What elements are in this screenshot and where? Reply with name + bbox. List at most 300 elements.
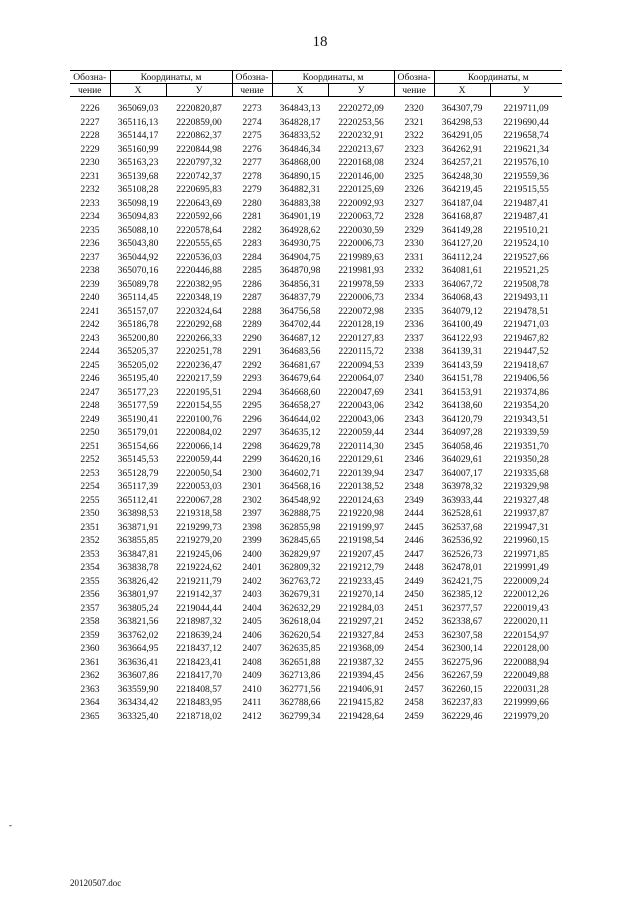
x-value: 362829,97 [279, 548, 321, 560]
point-id: 2453 [404, 629, 424, 641]
y-value: 2219297,21 [338, 616, 384, 627]
y-value: 2219270,14 [338, 589, 384, 600]
y-value: 2220578,64 [176, 224, 222, 236]
designation-header: Обозна- [394, 71, 434, 84]
margin-mark: - [9, 820, 12, 830]
point-id: 2348 [404, 481, 424, 492]
y-value: 2220695,83 [176, 184, 222, 195]
point-id: 2406 [242, 629, 262, 641]
y-value: 2219493,11 [503, 292, 549, 303]
x-value: 364883,38 [279, 197, 321, 209]
x-value: 362618,04 [279, 616, 321, 627]
table-row [70, 413, 562, 427]
y-value: 2219207,45 [338, 548, 384, 560]
point-id: 2363 [80, 683, 100, 695]
y-value: 2219368,09 [338, 643, 384, 654]
x-value: 364149,28 [441, 224, 483, 236]
x-value: 363826,42 [117, 575, 159, 587]
point-id: 2277 [242, 157, 262, 168]
point-id: 2339 [404, 359, 424, 371]
point-id: 2295 [242, 400, 262, 411]
x-value: 365163,23 [117, 157, 159, 168]
y-value: 2219515,55 [503, 184, 549, 195]
x-value: 365200,80 [117, 332, 159, 344]
x-value: 365179,01 [117, 427, 159, 438]
point-id: 2238 [80, 265, 100, 276]
x-value: 365098,19 [117, 197, 159, 209]
x-value: 364168,87 [441, 211, 483, 222]
coordinates-header: Координаты, м [110, 71, 232, 84]
point-id: 2332 [404, 265, 424, 276]
y-value: 2219220,98 [338, 508, 384, 519]
y-value: 2219394,45 [338, 670, 384, 681]
point-id: 2322 [404, 130, 424, 141]
x-value: 364153,91 [441, 386, 483, 398]
x-value: 364548,92 [279, 494, 321, 506]
y-value: 2220125,69 [338, 184, 384, 195]
x-value: 364833,52 [279, 130, 321, 141]
y-value: 2219350,28 [503, 454, 549, 465]
y-value: 2219524,10 [503, 238, 549, 249]
x-value: 364112,24 [441, 251, 483, 263]
y-value: 2219142,37 [176, 589, 222, 600]
y-value: 2219406,56 [503, 373, 549, 384]
point-id: 2345 [404, 440, 424, 452]
table-row [70, 615, 562, 629]
x-value: 364079,12 [441, 305, 483, 317]
x-value: 365070,16 [117, 265, 159, 276]
y-value: 2218639,24 [176, 629, 222, 641]
point-id: 2349 [404, 494, 424, 506]
x-value: 364307,79 [441, 103, 483, 114]
x-value: 364100,49 [441, 319, 483, 330]
point-id: 2294 [242, 386, 262, 398]
point-id: 2454 [404, 643, 424, 654]
point-id: 2343 [404, 413, 424, 425]
y-value: 2220844,98 [176, 143, 222, 155]
point-id: 2330 [404, 238, 424, 249]
x-value: 364702,44 [279, 319, 321, 330]
point-id: 2283 [242, 238, 262, 249]
point-id: 2359 [80, 629, 100, 641]
table-row [70, 129, 562, 143]
point-id: 2296 [242, 413, 262, 425]
point-id: 2410 [242, 683, 262, 695]
x-value: 365190,41 [117, 413, 159, 425]
y-value: 2218718,02 [176, 710, 222, 722]
x-value: 363847,81 [117, 548, 159, 560]
y-value: 2220128,19 [338, 319, 384, 330]
point-id: 2412 [242, 710, 262, 722]
y-value: 2219471,03 [503, 319, 549, 330]
point-id: 2231 [80, 170, 100, 182]
y-value: 2219198,54 [338, 535, 384, 546]
table-row [70, 440, 562, 454]
x-value: 363821,56 [117, 616, 159, 627]
x-value: 363325,40 [117, 710, 159, 722]
y-value: 2219374,86 [503, 386, 549, 398]
y-value: 2220030,59 [338, 224, 384, 236]
table-row [70, 97, 562, 116]
point-id: 2236 [80, 238, 100, 249]
point-id: 2351 [80, 521, 100, 533]
point-id: 2411 [242, 697, 262, 708]
table-body [70, 97, 562, 724]
point-id: 2447 [404, 548, 424, 560]
point-id: 2239 [80, 278, 100, 290]
point-id: 2280 [242, 197, 262, 209]
x-value: 364837,79 [279, 292, 321, 303]
x-value: 364143,59 [441, 359, 483, 371]
y-value: 2220020,11 [503, 616, 549, 627]
x-header: X [110, 84, 166, 97]
y-value: 2219233,45 [338, 575, 384, 587]
x-value: 364668,60 [279, 386, 321, 398]
y-value: 2220742,37 [176, 170, 222, 182]
y-header: У [490, 84, 562, 97]
point-id: 2276 [242, 143, 262, 155]
y-value: 2220127,83 [338, 332, 384, 344]
table-row [70, 291, 562, 305]
y-value: 2220006,73 [338, 238, 384, 249]
y-header: У [166, 84, 232, 97]
y-value: 2218483,95 [176, 697, 222, 708]
y-value: 2219447,52 [503, 346, 549, 357]
x-value: 364151,78 [441, 373, 483, 384]
x-value: 364843,13 [279, 103, 321, 114]
y-value: 2219978,59 [338, 278, 384, 290]
x-value: 364930,75 [279, 238, 321, 249]
y-value: 2218437,12 [176, 643, 222, 654]
y-value: 2219418,67 [503, 359, 549, 371]
y-header: У [328, 84, 394, 97]
y-value: 2219991,49 [503, 562, 549, 573]
table-row [70, 710, 562, 724]
y-value: 2219343,51 [503, 413, 549, 425]
x-value: 365160,99 [117, 143, 159, 155]
point-id: 2355 [80, 575, 100, 587]
x-value: 365145,53 [117, 454, 159, 465]
point-id: 2281 [242, 211, 262, 222]
y-value: 2220217,59 [176, 373, 222, 384]
point-id: 2235 [80, 224, 100, 236]
point-id: 2352 [80, 535, 100, 546]
point-id: 2347 [404, 467, 424, 479]
y-value: 2219711,09 [503, 103, 549, 114]
designation-header-cont: чение [232, 84, 272, 97]
x-value: 364568,16 [279, 481, 321, 492]
point-id: 2274 [242, 116, 262, 128]
x-value: 365186,78 [117, 319, 159, 330]
y-value: 2220348,19 [176, 292, 222, 303]
y-value: 2219527,66 [503, 251, 549, 263]
coordinates-table [70, 70, 562, 723]
point-id: 2459 [404, 710, 424, 722]
point-id: 2338 [404, 346, 424, 357]
y-value: 2220124,63 [338, 494, 384, 506]
point-id: 2278 [242, 170, 262, 182]
y-value: 2219467,82 [503, 332, 549, 344]
point-id: 2457 [404, 683, 424, 695]
point-id: 2290 [242, 332, 262, 344]
designation-header: Обозна- [70, 71, 110, 84]
x-value: 364257,21 [441, 157, 483, 168]
y-value: 2220555,65 [176, 238, 222, 249]
y-value: 2219211,79 [176, 575, 222, 587]
y-value: 2220382,95 [176, 278, 222, 290]
x-value: 365205,37 [117, 346, 159, 357]
point-id: 2357 [80, 602, 100, 614]
y-value: 2220094,53 [338, 359, 384, 371]
point-id: 2248 [80, 400, 100, 411]
x-value: 364007,17 [441, 467, 483, 479]
x-value: 364868,00 [279, 157, 321, 168]
table-row [70, 156, 562, 170]
point-id: 2273 [242, 103, 262, 114]
y-value: 2220168,08 [338, 157, 384, 168]
x-value: 363664,95 [117, 643, 159, 654]
point-id: 2408 [242, 656, 262, 668]
y-value: 2220253,56 [338, 116, 384, 128]
table-row [70, 629, 562, 643]
y-value: 2220043,06 [338, 413, 384, 425]
point-id: 2446 [404, 535, 424, 546]
y-value: 2220292,68 [176, 319, 222, 330]
x-value: 364122,93 [441, 332, 483, 344]
x-value: 365108,28 [117, 184, 159, 195]
point-id: 2398 [242, 521, 262, 533]
y-value: 2220088,94 [503, 656, 549, 668]
y-value: 2220266,33 [176, 332, 222, 344]
point-id: 2249 [80, 413, 100, 425]
x-value: 364067,72 [441, 278, 483, 290]
point-id: 2299 [242, 454, 262, 465]
x-value: 362635,85 [279, 643, 321, 654]
y-value: 2220213,67 [338, 143, 384, 155]
y-value: 2219508,78 [503, 278, 549, 290]
table-row [70, 507, 562, 521]
point-id: 2275 [242, 130, 262, 141]
y-value: 2220146,00 [338, 170, 384, 182]
point-id: 2335 [404, 305, 424, 317]
y-value: 2219279,20 [176, 535, 222, 546]
y-value: 2219576,10 [503, 157, 549, 168]
designation-header-cont: чение [394, 84, 434, 97]
point-id: 2360 [80, 643, 100, 654]
x-value: 364890,15 [279, 170, 321, 182]
x-value: 362267,59 [441, 670, 483, 681]
y-value: 2219960,15 [503, 535, 549, 546]
table-row [70, 359, 562, 373]
point-id: 2397 [242, 508, 262, 519]
table-row [70, 656, 562, 670]
point-id: 2227 [80, 116, 100, 128]
point-id: 2337 [404, 332, 424, 344]
y-value: 2220797,32 [176, 157, 222, 168]
point-id: 2232 [80, 184, 100, 195]
x-value: 364679,64 [279, 373, 321, 384]
point-id: 2251 [80, 440, 100, 452]
y-value: 2220049,88 [503, 670, 549, 681]
point-id: 2407 [242, 643, 262, 654]
table-row [70, 696, 562, 710]
table-row [70, 278, 562, 292]
y-value: 2220019,43 [503, 602, 549, 614]
point-id: 2400 [242, 548, 262, 560]
x-value: 362478,01 [441, 562, 483, 573]
y-value: 2220272,09 [338, 103, 384, 114]
x-value: 365089,78 [117, 278, 159, 290]
y-value: 2218408,57 [176, 683, 222, 695]
table-row [70, 183, 562, 197]
y-value: 2219339,59 [503, 427, 549, 438]
table-row [70, 305, 562, 319]
table-row [70, 210, 562, 224]
x-value: 364681,67 [279, 359, 321, 371]
point-id: 2297 [242, 427, 262, 438]
x-value: 363801,97 [117, 589, 159, 600]
x-value: 364219,45 [441, 184, 483, 195]
y-value: 2220236,47 [176, 359, 222, 371]
header-row-top [70, 71, 562, 84]
x-value: 364635,12 [279, 427, 321, 438]
point-id: 2361 [80, 656, 100, 668]
point-id: 2341 [404, 386, 424, 398]
y-value: 2220063,72 [338, 211, 384, 222]
table-row [70, 426, 562, 440]
x-value: 365094,83 [117, 211, 159, 222]
y-value: 2220059,44 [338, 427, 384, 438]
point-id: 2452 [404, 616, 424, 627]
point-id: 2401 [242, 562, 262, 573]
point-id: 2336 [404, 319, 424, 330]
x-value: 364870,98 [279, 265, 321, 276]
x-value: 363898,53 [117, 508, 159, 519]
x-value: 365116,13 [117, 116, 159, 128]
y-value: 2220195,51 [176, 386, 222, 398]
x-value: 364068,43 [441, 292, 483, 303]
x-value: 363434,42 [117, 697, 159, 708]
x-value: 365112,41 [117, 494, 159, 506]
x-value: 365069,03 [117, 103, 159, 114]
point-id: 2404 [242, 602, 262, 614]
y-value: 2220031,28 [503, 683, 549, 695]
x-value: 364756,58 [279, 305, 321, 317]
x-value: 362537,68 [441, 521, 483, 533]
x-value: 362300,14 [441, 643, 483, 654]
y-value: 2218423,41 [176, 656, 222, 668]
point-id: 2344 [404, 427, 424, 438]
y-value: 2219387,32 [338, 656, 384, 668]
y-value: 2220154,97 [503, 629, 549, 641]
point-id: 2358 [80, 616, 100, 627]
y-value: 2219487,41 [503, 211, 549, 222]
y-value: 2219329,98 [503, 481, 549, 492]
x-value: 365144,17 [117, 130, 159, 141]
point-id: 2252 [80, 454, 100, 465]
y-value: 2219690,44 [503, 116, 549, 128]
x-value: 365154,66 [117, 440, 159, 452]
y-value: 2220043,06 [338, 400, 384, 411]
point-id: 2327 [404, 197, 424, 209]
table-row [70, 588, 562, 602]
point-id: 2450 [404, 589, 424, 600]
x-value: 363805,24 [117, 602, 159, 614]
point-id: 2409 [242, 670, 262, 681]
y-value: 2219947,31 [503, 521, 549, 533]
x-value: 364029,61 [441, 454, 483, 465]
y-value: 2219245,06 [176, 548, 222, 560]
point-id: 2284 [242, 251, 262, 263]
point-id: 2444 [404, 508, 424, 519]
x-value: 362809,32 [279, 562, 321, 573]
x-value: 362385,12 [441, 589, 483, 600]
y-value: 2219658,74 [503, 130, 549, 141]
y-value: 2219354,20 [503, 400, 549, 411]
point-id: 2405 [242, 616, 262, 627]
y-value: 2220138,52 [338, 481, 384, 492]
y-value: 2219478,51 [503, 305, 549, 317]
y-value: 2219351,70 [503, 440, 549, 452]
y-value: 2219559,36 [503, 170, 549, 182]
table-row [70, 251, 562, 265]
x-value: 364828,17 [279, 116, 321, 128]
point-id: 2403 [242, 589, 262, 600]
x-value: 364901,19 [279, 211, 321, 222]
y-value: 2219327,48 [503, 494, 549, 506]
table-row [70, 318, 562, 332]
point-id: 2255 [80, 494, 100, 506]
y-value: 2219044,44 [176, 602, 222, 614]
x-value: 363636,41 [117, 656, 159, 668]
page-number: 18 [312, 34, 328, 50]
point-id: 2247 [80, 386, 100, 398]
y-value: 2219318,58 [176, 508, 222, 519]
point-id: 2291 [242, 346, 262, 357]
table-row [70, 264, 562, 278]
point-id: 2226 [80, 103, 100, 114]
x-value: 363855,85 [117, 535, 159, 546]
table-row [70, 561, 562, 575]
x-value: 362307,58 [441, 629, 483, 641]
x-value: 365114,45 [117, 292, 159, 303]
x-value: 363762,02 [117, 629, 159, 641]
point-id: 2242 [80, 319, 100, 330]
point-id: 2302 [242, 494, 262, 506]
y-value: 2220251,78 [176, 346, 222, 357]
y-value: 2220100,76 [176, 413, 222, 425]
x-value: 365088,10 [117, 224, 159, 236]
point-id: 2324 [404, 157, 424, 168]
x-value: 365157,07 [117, 305, 159, 317]
x-value: 362651,88 [279, 656, 321, 668]
x-value: 362275,96 [441, 656, 483, 668]
x-value: 364602,71 [279, 467, 321, 479]
y-value: 2219937,87 [503, 508, 549, 519]
table-row [70, 480, 562, 494]
y-value: 2219971,85 [503, 548, 549, 560]
y-value: 2220154,55 [176, 400, 222, 411]
point-id: 2451 [404, 602, 424, 614]
y-value: 2219284,03 [338, 602, 384, 614]
designation-header-cont: чение [70, 84, 110, 97]
point-id: 2229 [80, 143, 100, 155]
x-value: 364120,79 [441, 413, 483, 425]
point-id: 2286 [242, 278, 262, 290]
x-value: 364081,61 [441, 265, 483, 276]
y-value: 2219521,25 [503, 265, 549, 276]
x-value: 362632,29 [279, 602, 321, 614]
